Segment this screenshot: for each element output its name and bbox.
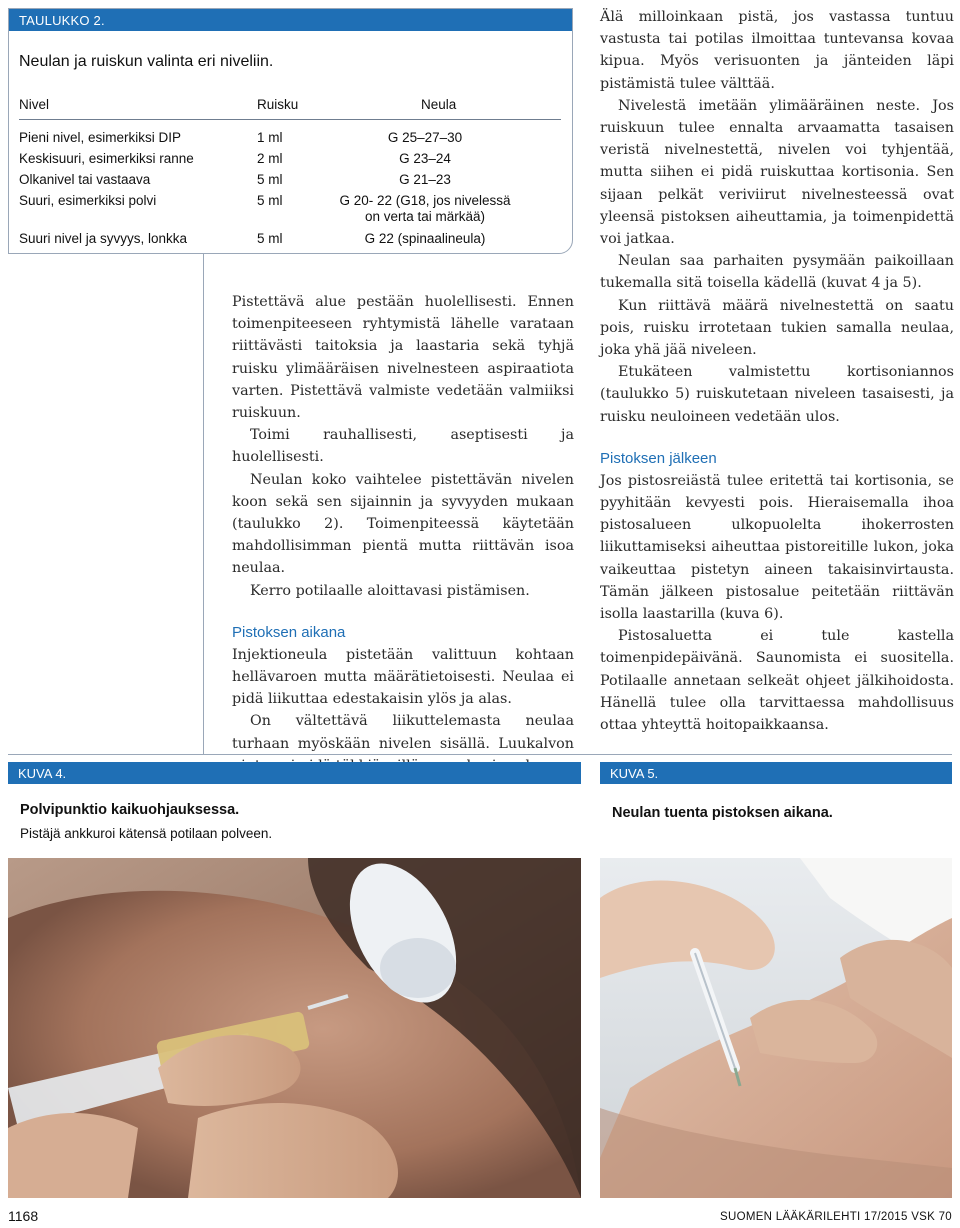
section-heading: Pistoksen jälkeen [600,449,717,467]
paragraph: Kerro potilaalle aloittavasi pistämisen. [250,582,530,599]
journal-name: SUOMEN LÄÄKÄRILEHTI 17/2015 VSK 70 [720,1211,952,1223]
column-header-neula: Neula [421,97,457,112]
figure5-photo [600,858,952,1198]
table-cell: 5 ml [257,172,283,187]
article-column-right [600,6,954,736]
paragraph: On vältettävä liikuttelemasta neulaa turhaan myöskään nivelen sisällä. Luukalvon [232,713,574,752]
table-cell: Pieni nivel, esimerkiksi DIP [19,130,182,145]
section-heading: Pistoksen aikana [232,623,346,641]
figure5-label-bar [600,762,952,784]
paragraph: Jos pistosreiästä tulee eritettä tai kortisonia, se pyyhitään kevyesti pois. Hieraisemalla ihoa pistosalueen ulkopuolelta ihokerrosten liikuttamiseksi aiheuttaa pistoreitille lukon, joka vaikeuttaa pistetyn aineen takaisinvirtausta. Tämän jälkeen pistosalue peitetään riittävän isolla laastarilla (kuva 6). [600,472,954,623]
table-cell: 2 ml [257,151,283,166]
table-box [8,8,573,254]
paragraph: Neulan saa parhaiten pysymään paikoillaan tukemalla sitä toisella kädellä (kuvat 4 ja 5). [600,253,954,292]
table-cell: Suuri nivel ja syvyys, lonkka [19,231,188,246]
table-cell: G 23–24 [399,151,451,166]
paragraph: Injektioneula pistetään valittuun kohtaan hellävaroen mutta määrätietoisesti. Neulaa ei pidä liikuttaa edestakaisin ylös ja alas. [232,646,574,708]
figure4-label: KUVA 4. [18,766,67,781]
table-cell: 5 ml [257,231,283,246]
table-cell: Suuri, esimerkiksi polvi [19,193,157,208]
article-column-middle [232,291,574,777]
table-cell: Keskisuuri, esimerkiksi ranne [19,151,194,166]
table-cell: G 22 (spinaalineula) [364,231,486,246]
paragraph: Pistettävä alue pestään huolellisesti. Ennen toimenpiteeseen ryhtymistä lähelle varataan riittävästi taitoksia ja laastaria sekä tyhjä ruisku ylimääräisen nivelnesteen aspiraatiota varten. Pistettävä valmiste vedetään valmiiksi ruiskuun. [232,294,574,422]
header-rule [19,119,561,120]
table-cell: G 20- 22 (G18, jos nivelessä [339,193,511,208]
foot-injection-photo [600,858,952,1198]
paragraph: Etukäteen valmistettu kortisoniannos (taulukko 5) ruiskutetaan niveleen tasaisesti, ja ruisku neuloineen vedetään ulos. [600,364,954,425]
table-cell: Olkanivel tai vastaava [19,172,151,187]
column-header-nivel: Nivel [19,97,50,112]
table-cell: G 25–27–30 [387,130,463,145]
table-cell: on verta tai märkää) [364,209,486,224]
column-header-ruisku: Ruisku [257,97,299,112]
table-cell: G 21–23 [399,172,451,187]
page-number: 1168 [8,1208,39,1224]
figure5-caption: Neulan tuenta pistoksen aikana. [612,805,833,821]
paragraph: Pistosaluetta ei tule kastella toimenpidepäivänä. Saunomista ei suositella. Potilaalle annetaan selkeät ohjeet jälkihoidosta. Hänellä tulee olla tarvittaessa mahdollisuus ottaa yhteyttä hoitopaikkaansa. [600,628,954,734]
table-title: Neulan ja ruiskun valinta eri niveliin. [19,53,274,70]
paragraph: Neulan koko vaihtelee pistettävän nivelen koon sekä sen sijainnin ja syvyyden mukaan (taulukko 2). Toimenpiteessä käytetään mahdollisimman pientä mutta riittävän isoa neulaa. [232,471,574,577]
paragraph: Toimi rauhallisesti, aseptisesti ja huolellisesti. [232,427,574,466]
paragraph: Kun riittävä määrä nivelnestettä on saatu pois, ruisku irrotetaan tukien samalla neulaa, joka yhä jää niveleen. [600,297,954,359]
table-label: TAULUKKO 2. [19,13,105,28]
figure4-photo [8,858,581,1198]
knee-puncture-photo [8,858,581,1198]
figure5-label: KUVA 5. [610,766,659,781]
figure4-subcaption: Pistäjä ankkuroi kätensä potilaan polveen. [20,826,273,841]
table-cell: 5 ml [257,193,283,208]
table-cell: 1 ml [257,130,283,145]
figure4-label-bar [8,762,581,784]
table-label-bar [9,9,572,31]
figure4-caption: Polvipunktio kaikuohjauksessa. [20,802,240,818]
paragraph: Älä milloinkaan pistä, jos vastassa tuntuu vastusta tai potilas ilmoittaa tuntevansa kovaa kipua. Myös verisuonten ja jänteiden läpi pistämistä tulee välttää. [600,9,954,92]
paragraph: Nivelestä imetään ylimääräinen neste. Jos ruiskuun tulee ennalta arvaamatta tasaisen veristä nivelnestettä, nivelen voi tyhjentää, mutta siihen ei pidä ruiskuttaa kortisonia. Sen sijaan pelkät veriviirut nivelnesteessä ovat yleensä pistoksen aiheuttamia, ja toimenpidettä voi jatkaa. [600,97,954,248]
column-divider [203,254,204,754]
